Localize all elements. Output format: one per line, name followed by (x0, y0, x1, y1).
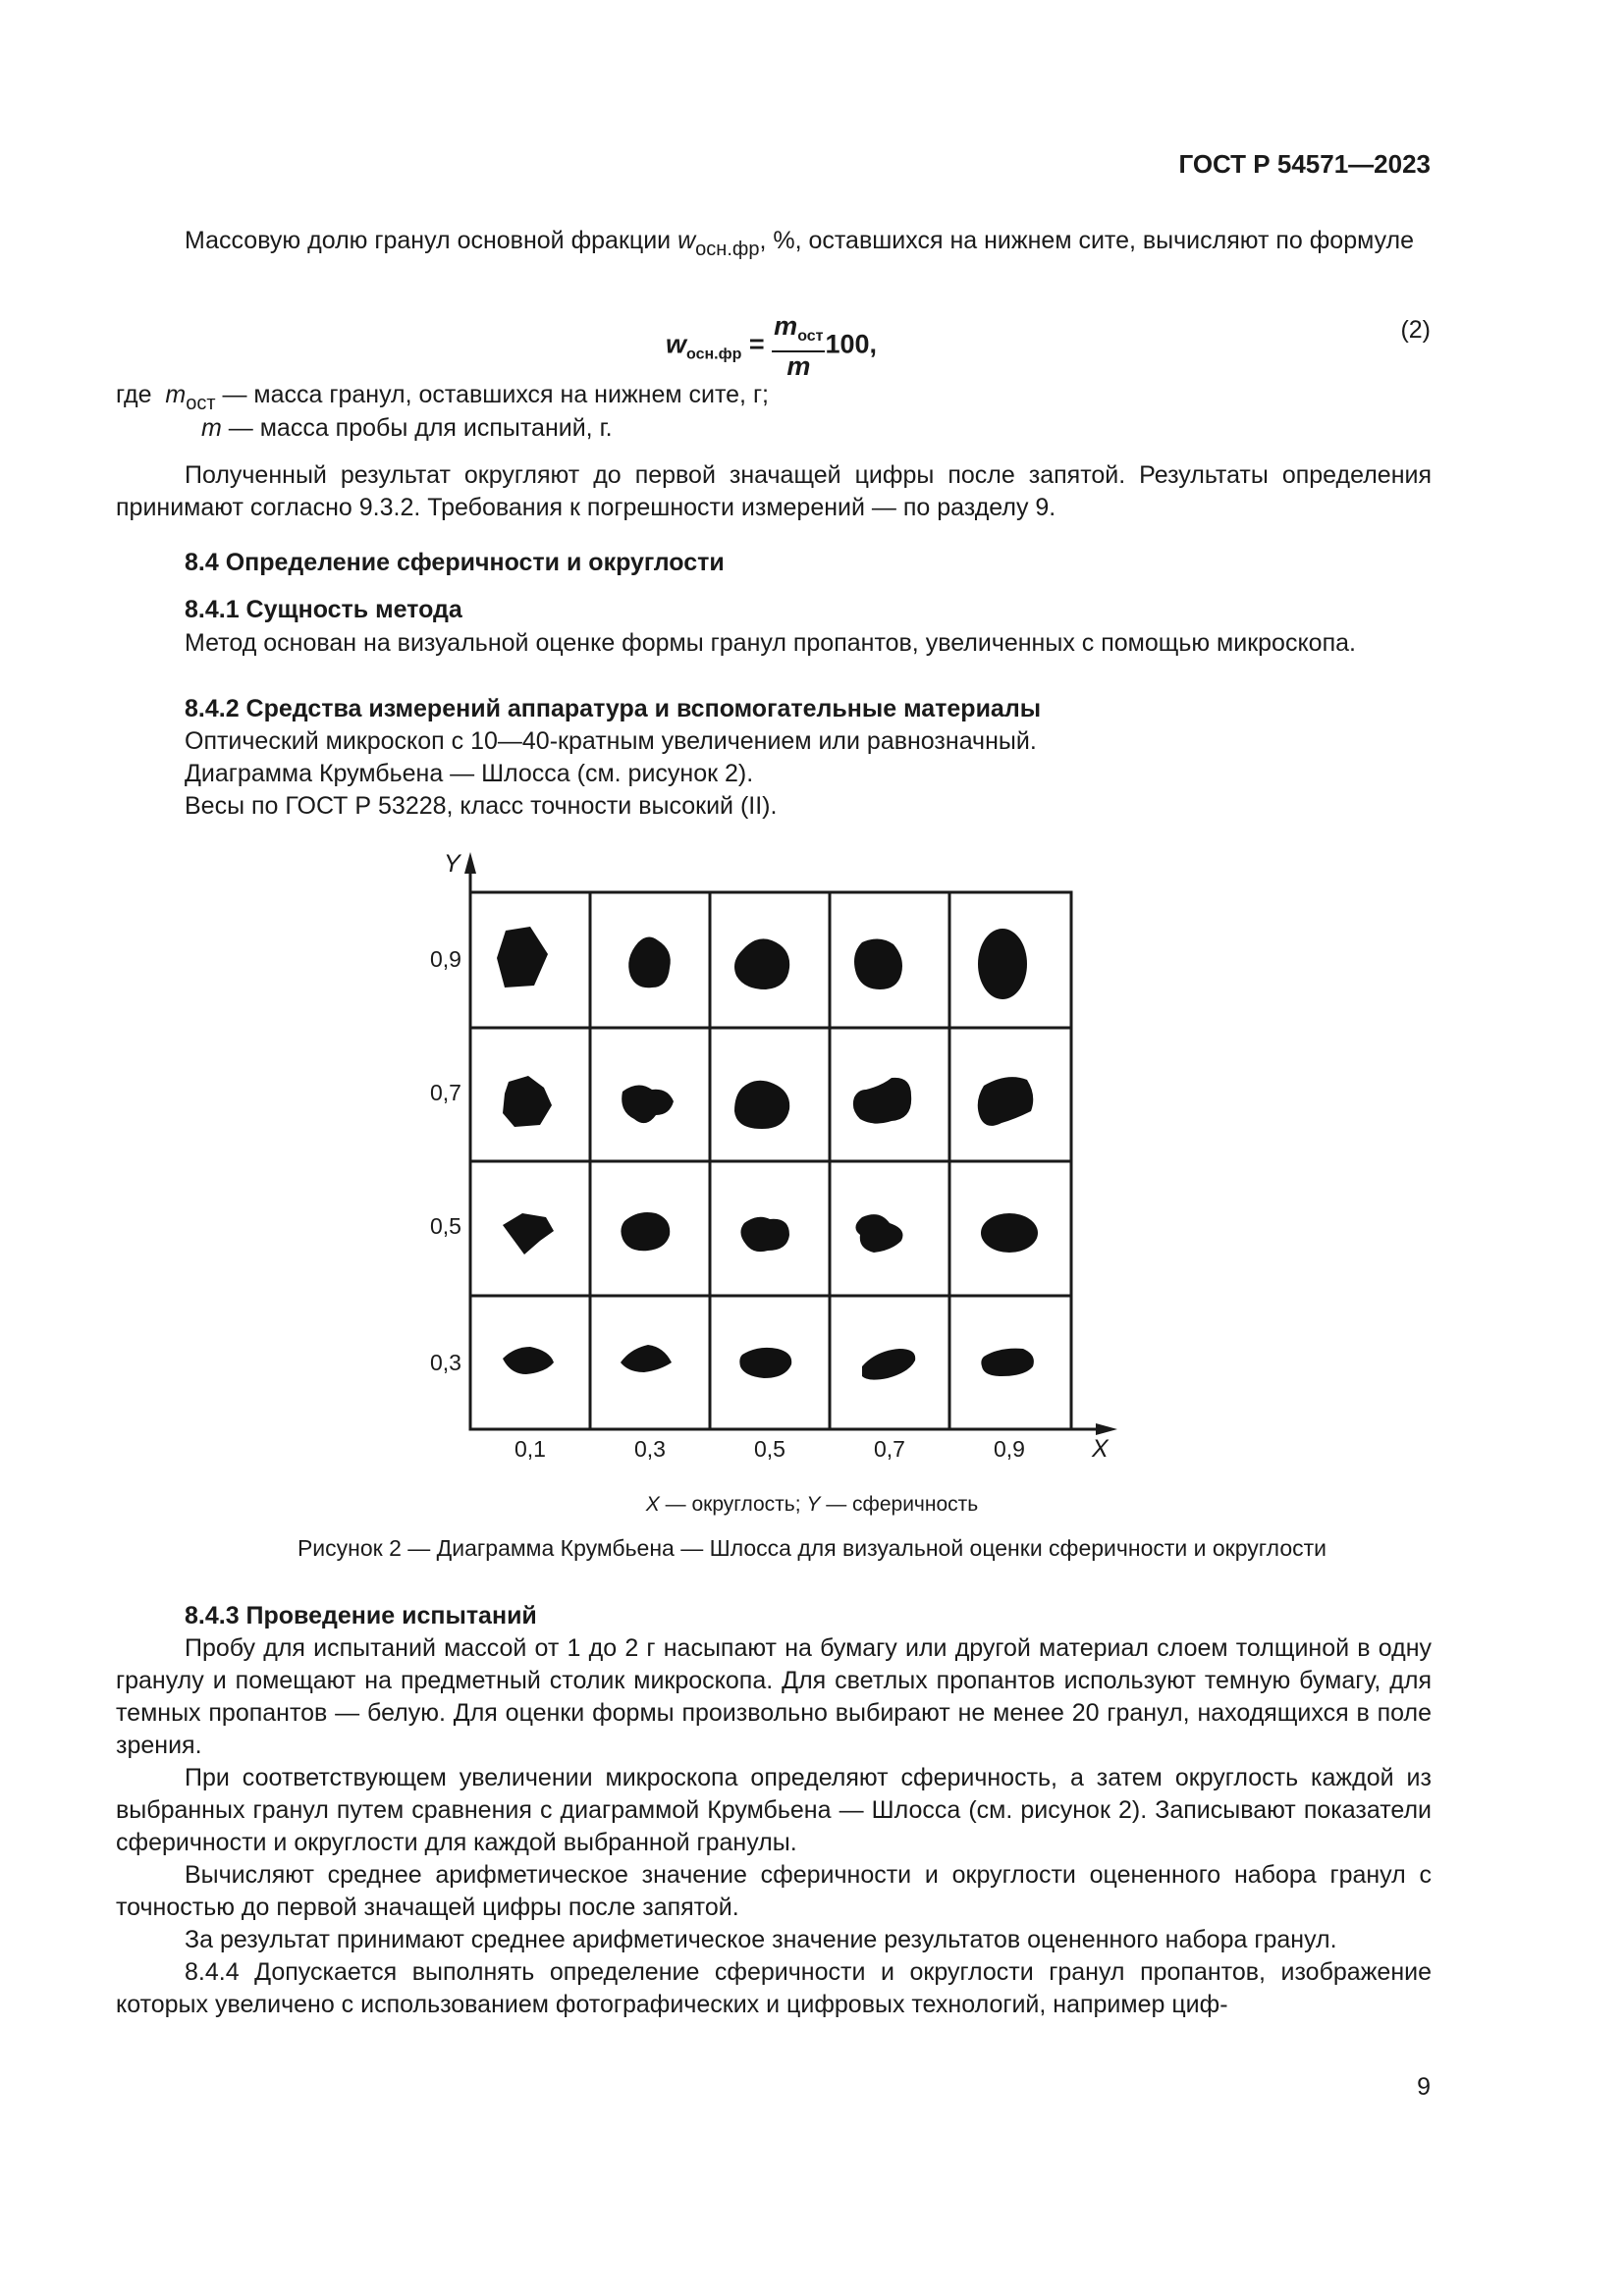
section-8-4-2-heading: 8.4.2 Средства измерений аппаратура и вспомогательные материалы (185, 695, 1042, 722)
grain-shape (628, 936, 671, 988)
y-tick-label: 0,5 (430, 1213, 461, 1239)
x-tick-label: 0,9 (994, 1436, 1025, 1462)
legend-x-var: X (645, 1493, 660, 1516)
intro-paragraph (116, 225, 1432, 266)
x-axis-arrow (1096, 1423, 1117, 1435)
test-paragraph-4: За результат принимают среднее арифметическое значение результатов оцененного набора гранул. (185, 1926, 1337, 1953)
page-number: 9 (1417, 2073, 1431, 2101)
where-m-var: m (201, 414, 222, 442)
formula-num-sub: ост (797, 328, 824, 345)
grain-shape (497, 927, 548, 988)
grain-shape (981, 1349, 1034, 1376)
grain-shape (853, 1078, 911, 1124)
grain-shape (621, 1212, 670, 1251)
krumbein-schloss-chart (412, 844, 1119, 1472)
figure-legend (0, 1493, 1624, 1517)
grain-shape (734, 938, 789, 989)
intro-var: w (677, 227, 696, 254)
grain-shape (503, 1213, 554, 1255)
grain-shape (621, 1345, 672, 1372)
intro-text-end: , %, оставшихся на нижнем сите, вычисляют по формуле (759, 227, 1415, 254)
grain-shape (978, 929, 1027, 999)
section-8-4-heading: 8.4 Определение сферичности и округлости (185, 549, 725, 576)
legend-y-text: — сферичность (820, 1493, 979, 1516)
grain-shape (739, 1348, 791, 1378)
test-paragraph-3: Вычисляют среднее арифметическое значение сферичности и округлости оцененного набора гранул с точностью до первой значащей цифры после запятой. (116, 1861, 1432, 1921)
grain-shape (981, 1213, 1038, 1253)
grain-shape (740, 1217, 789, 1252)
intro-text-start: Массовую долю гранул основной фракции (185, 227, 678, 254)
intro-var-sub: осн.фр (695, 239, 760, 260)
legend-y-var: Y (806, 1493, 821, 1516)
grain-shape (503, 1347, 554, 1374)
formula-num-var: m (774, 311, 798, 341)
grain-shape (854, 938, 902, 989)
method-paragraph: Метод основан на визуальной оценке формы гранул пропантов, увеличенных с помощью микроскопа. (185, 629, 1356, 657)
where-prefix: где (116, 381, 152, 408)
x-tick-label: 0,7 (874, 1436, 905, 1462)
x-tick-label: 0,3 (634, 1436, 666, 1462)
y-axis-name: Y (444, 850, 460, 878)
legend-x-text: — округлость; (659, 1493, 807, 1516)
y-tick-label: 0,9 (430, 946, 461, 972)
y-tick-label: 0,3 (430, 1350, 461, 1375)
equipment-item: Оптический микроскоп с 10—40-кратным увеличением или равнозначный. (185, 727, 1037, 755)
equipment-item: Весы по ГОСТ Р 53228, класс точности высокий (II). (185, 792, 778, 820)
where-m-ost-desc: — масса гранул, оставшихся на нижнем сите, г; (222, 381, 770, 408)
formula-numerator (772, 312, 825, 352)
section-8-4-3-heading: 8.4.3 Проведение испытаний (185, 1602, 537, 1629)
grain-shape (978, 1077, 1034, 1126)
test-paragraph-1: Пробу для испытаний массой от 1 до 2 г насыпают на бумагу или другой материал слоем толщиной в одну гранулу и помещают на предметный столик микроскопа. Для светлых пропантов используют темную бумагу, для темных пропантов — белую. Для оценки формы произвольно выбирают не менее 20 гранул, находящихся в поле зрения. (116, 1634, 1432, 1759)
y-tick-label: 0,7 (430, 1080, 461, 1105)
where-line-2 (201, 412, 613, 445)
grain-shape (855, 1214, 902, 1253)
equipment-item: Диаграмма Крумбьена — Шлосса (см. рисунок 2). (185, 760, 754, 787)
x-axis-name: X (1092, 1435, 1109, 1463)
grain-shape (622, 1085, 674, 1123)
formula-equals: = (748, 329, 765, 359)
grain-shape (503, 1076, 552, 1127)
section-8-4-4-paragraph: 8.4.4 Допускается выполнять определение сферичности и округлости гранул пропантов, изображение которых увеличено с использованием фотографических и цифровых технологий, например циф- (116, 1958, 1432, 2018)
grain-shape (734, 1081, 789, 1129)
formula-lhs: w (666, 329, 687, 359)
test-paragraph-2: При соответствующем увеличении микроскопа определяют сферичность, а затем округлость каждой из выбранных гранул путем сравнения с диаграммой Крумбьена — Шлосса (см. рисунок 2). Записывают показатели сферичности и округлости для каждой выбранной гранулы. (116, 1764, 1432, 1856)
formula-denominator: m (786, 351, 811, 381)
result-paragraph: Полученный результат округляют до первой значащей цифры после запятой. Результаты определения принимают согласно 9.3.2. Требования к погрешности измерений — по разделу 9. (116, 461, 1432, 521)
section-8-4-1-heading: 8.4.1 Сущность метода (185, 596, 462, 623)
formula-tail: 100, (825, 329, 878, 359)
grain-shapes (497, 927, 1038, 1380)
y-axis-arrow (464, 852, 476, 874)
where-m-desc: — масса пробы для испытаний, г. (228, 414, 613, 442)
x-tick-label: 0,1 (514, 1436, 546, 1462)
formula-lhs-sub: осн.фр (686, 346, 742, 363)
formula-fraction (772, 312, 825, 380)
figure-caption: Рисунок 2 — Диаграмма Крумбьена — Шлосса для визуальной оценки сферичности и округлости (297, 1535, 1327, 1561)
equation-number: (2) (1400, 316, 1431, 344)
x-tick-label: 0,5 (754, 1436, 785, 1462)
document-header: ГОСТ Р 54571—2023 (1178, 149, 1431, 179)
where-m-ost-var: m (165, 381, 187, 408)
grain-shape (862, 1349, 915, 1380)
where-m-ost-sub: ост (186, 393, 216, 414)
formula-2 (666, 312, 877, 380)
